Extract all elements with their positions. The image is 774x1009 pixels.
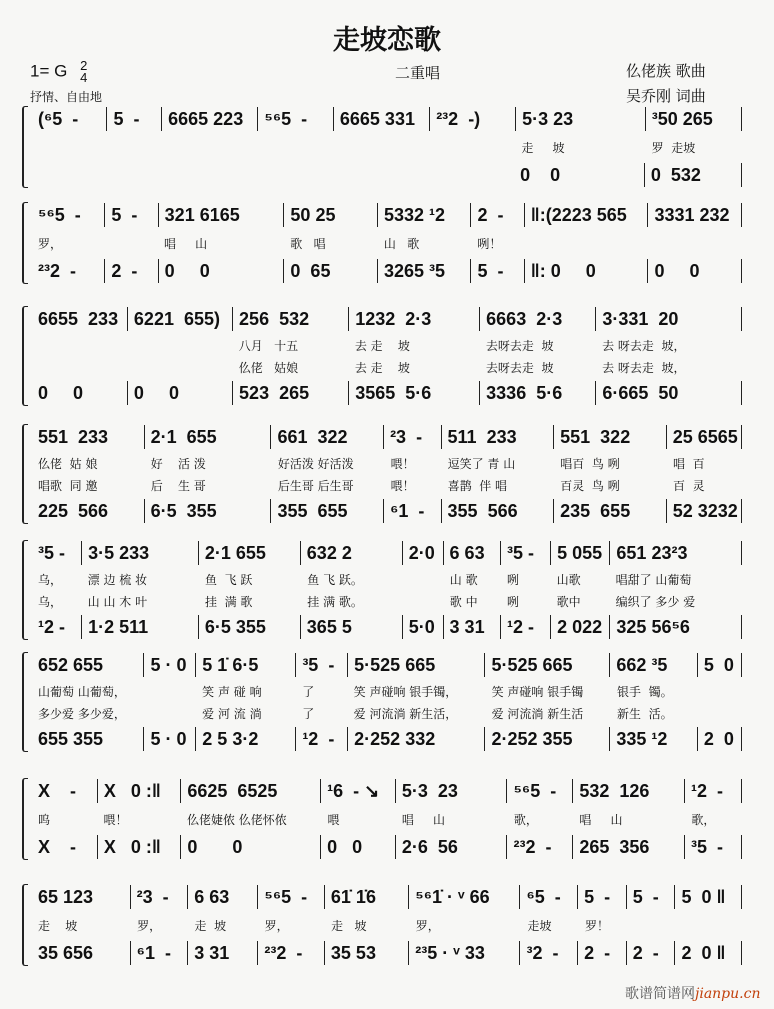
- measure: 632 2: [301, 541, 403, 565]
- watermark-url: jianpu.cn: [695, 986, 761, 1002]
- measure: ¹2 -: [685, 779, 742, 803]
- watermark: [625, 983, 760, 1003]
- measure: 6665 331: [334, 107, 430, 131]
- measure: ‖:(2223 565: [525, 203, 649, 227]
- score-system: [22, 650, 742, 754]
- score-system: [22, 200, 742, 286]
- lyric-segment: 唱 山: [579, 812, 623, 827]
- measure: 6665 223: [162, 107, 258, 131]
- voice-2-row: [32, 938, 742, 968]
- lyrics-row: [32, 230, 742, 256]
- lyric-segment: 山 歌: [449, 572, 478, 587]
- lyric-segment: 喂！: [390, 478, 415, 493]
- voice-1-row: [32, 776, 742, 806]
- measure: 355 566: [442, 499, 555, 523]
- lyric-segment: 唱百 鸟 咧: [560, 456, 620, 471]
- measure: 5·525 665: [485, 653, 610, 677]
- measure: 35 656: [32, 941, 131, 965]
- subtitle: 二重唱: [395, 64, 441, 82]
- measure: 0 0: [648, 259, 742, 283]
- lyric-segment: 咧！: [477, 236, 502, 251]
- voice-1-row: [32, 650, 742, 680]
- lyric-segment: 仫佬 姑娘: [238, 360, 299, 375]
- measure: 52 3232: [667, 499, 742, 523]
- measure: 6·665 50: [596, 381, 742, 405]
- lyrics-row: [32, 452, 742, 474]
- measure: 5·3 23: [396, 779, 508, 803]
- lyric-segment: 罗，: [415, 918, 440, 933]
- lyrics-row: [32, 134, 742, 160]
- lyric-segment: 多少爱 多少爱，: [38, 706, 126, 721]
- key-label: 1= G: [30, 61, 68, 81]
- voice-2-row: [32, 612, 742, 642]
- measure: 2 0: [698, 727, 742, 751]
- lyrics-row: [32, 474, 742, 496]
- measure: 551 233: [32, 425, 145, 449]
- lyric-segment: 歌 中: [449, 594, 478, 609]
- lyric-segment: 爱 河流淌 新生活: [491, 706, 584, 721]
- measure: 0 0: [321, 835, 396, 859]
- measure: 6·5 355: [199, 615, 301, 639]
- lyrics-row: [32, 568, 742, 590]
- lyric-segment: 咧: [506, 572, 519, 587]
- measure: 5·0: [403, 615, 444, 639]
- measure: ⁶1 -: [384, 499, 441, 523]
- lyric-segment: 好 活 泼: [150, 456, 206, 471]
- measure: 2·6 56: [396, 835, 508, 859]
- measure: 3 31: [444, 615, 501, 639]
- score-system: [22, 538, 742, 642]
- score-system: [22, 304, 742, 408]
- measure: 65 123: [32, 885, 131, 909]
- voice-1-row: [32, 304, 742, 334]
- measure: 5 -: [578, 885, 627, 909]
- lyric-segment: 挂 满 歌。: [307, 594, 363, 609]
- measure: 523 265: [233, 381, 349, 405]
- measure: 0 0: [181, 835, 321, 859]
- lyric-segment: 歌，: [691, 812, 716, 827]
- measure: 5 0: [698, 653, 742, 677]
- measure: ⁵⁶5 -: [258, 885, 325, 909]
- system-brace: [22, 884, 28, 966]
- lyric-segment: 罗 走坡: [651, 140, 696, 155]
- measure: ³5 -: [501, 541, 551, 565]
- measure: ‖: 0 0: [525, 259, 649, 283]
- lyric-segment: 走 坡: [38, 918, 78, 933]
- lyric-segment: 笑 声 碰 响: [202, 684, 262, 699]
- measure: 2 -: [471, 203, 524, 227]
- measure: 0 532: [645, 163, 742, 187]
- lyric-segment: 仫佬 姑 娘: [38, 456, 98, 471]
- lyric-segment: 去 呀去走 坡，: [602, 360, 686, 375]
- measure: 1·2 511: [82, 615, 199, 639]
- measure: 5 -: [105, 203, 158, 227]
- measure: 6655 233: [32, 307, 128, 331]
- lyric-segment: 了: [302, 684, 315, 699]
- measure: 325 56⁵6: [610, 615, 742, 639]
- measure: 335 ¹2: [610, 727, 698, 751]
- measure: 235 655: [554, 499, 667, 523]
- measure: ²³5 · ᵛ 33: [409, 941, 520, 965]
- measure: 35 53: [325, 941, 409, 965]
- lyric-segment: 咧: [506, 594, 519, 609]
- system-brace: [22, 652, 28, 752]
- lyric-segment: 唱歌 同 邀: [38, 478, 98, 493]
- time-signature-bottom: 4: [80, 70, 88, 85]
- measure: (⁶5 -: [32, 107, 107, 131]
- measure: 2·1 655: [199, 541, 301, 565]
- measure: 5·3 23: [516, 107, 646, 131]
- lyric-segment: 笑 声碰响 银手镯，: [353, 684, 458, 699]
- lyric-segment: 八月 十五: [238, 338, 299, 353]
- lyric-segment: 好活泼 好活泼: [277, 456, 354, 471]
- lyric-segment: 乌，: [38, 572, 63, 587]
- lyric-segment: 走 坡: [521, 140, 565, 155]
- measure: X 0 :‖: [98, 835, 181, 859]
- lyric-segment: 爱 河流淌 新生活，: [353, 706, 458, 721]
- score-system: [22, 104, 742, 190]
- system-brace: [22, 106, 28, 188]
- measure: 5 -: [471, 259, 524, 283]
- lyric-segment: 了: [302, 706, 315, 721]
- lyrics-row: [32, 806, 742, 832]
- measure: 25 6565: [667, 425, 742, 449]
- measure: 0 0: [32, 381, 128, 405]
- watermark-site: 歌谱简谱网: [625, 986, 695, 1002]
- voice-2-row: [32, 378, 742, 408]
- measure: ¹2 -: [32, 615, 82, 639]
- measure: 2·252 332: [348, 727, 485, 751]
- measure: ²³2 -: [507, 835, 573, 859]
- lyric-segment: 编织了 多少 爱: [615, 594, 696, 609]
- measure: ³5 -: [296, 653, 348, 677]
- lyric-segment: 去 走 坡: [354, 338, 410, 353]
- measure: 5 -: [627, 885, 676, 909]
- lyric-segment: 唱甜了 山葡萄: [615, 572, 692, 587]
- measure: 2 0 ‖: [675, 941, 742, 965]
- lyric-segment: 喂: [327, 812, 340, 827]
- measure: 651 23²3: [610, 541, 742, 565]
- measure: 2 -: [105, 259, 158, 283]
- voice-1-row: [32, 882, 742, 912]
- measure: 225 566: [32, 499, 145, 523]
- measure: 1232 2·3: [349, 307, 480, 331]
- measure: 50 25: [284, 203, 378, 227]
- measure: 3265 ³5: [378, 259, 472, 283]
- lyric-segment: 银手 镯。: [616, 684, 673, 699]
- score-system: [22, 776, 742, 862]
- key-signature: [30, 60, 87, 84]
- score-system: [22, 882, 742, 968]
- measure: X 0 :‖: [98, 779, 181, 803]
- lyric-segment: 山 歌: [383, 236, 420, 251]
- measure: X -: [32, 835, 98, 859]
- measure: ⁵⁶5 -: [32, 203, 105, 227]
- measure: 6221 655): [128, 307, 233, 331]
- measure: 6663 2·3: [480, 307, 596, 331]
- lyric-segment: 罗，: [137, 918, 162, 933]
- lyric-segment: 鱼 飞 跃。: [307, 572, 363, 587]
- lyric-segment: 歌 唱: [290, 236, 326, 251]
- lyric-segment: 唱 山: [164, 236, 208, 251]
- measure: ⁶5 -: [520, 885, 578, 909]
- measure: 5 -: [107, 107, 162, 131]
- lyric-segment: 挂 满 歌: [204, 594, 253, 609]
- song-title: 走坡恋歌: [333, 25, 441, 56]
- score-system: [22, 422, 742, 526]
- measure: 2 022: [551, 615, 610, 639]
- measure: 661 322: [271, 425, 384, 449]
- measure: ²³2 -: [258, 941, 325, 965]
- system-brace: [22, 778, 28, 860]
- lyrics-row: [32, 356, 742, 378]
- measure: 321 6165: [159, 203, 285, 227]
- system-brace: [22, 424, 28, 524]
- measure: 5332 ¹2: [378, 203, 472, 227]
- lyrics-row: [32, 702, 742, 724]
- lyric-segment: 仫佬婕侬 仫佬怀侬: [186, 812, 287, 827]
- lyric-segment: 走 坡: [194, 918, 227, 933]
- lyric-segment: 百 灵: [673, 478, 705, 493]
- lyric-segment: 喜鹊 伴 唱: [447, 478, 508, 493]
- measure: 5 055: [551, 541, 610, 565]
- measure: 2 -: [578, 941, 627, 965]
- lyrics-row: [32, 334, 742, 356]
- measure: 5 0 ‖: [675, 885, 742, 909]
- measure: ³5 -: [32, 541, 82, 565]
- voice-1-row: [32, 200, 742, 230]
- lyric-segment: 乌，: [38, 594, 63, 609]
- voice-2-row: [32, 496, 742, 526]
- measure: 662 ³5: [610, 653, 698, 677]
- measure: 0 0: [514, 163, 645, 187]
- lyric-segment: 歌中: [556, 594, 581, 609]
- lyric-segment: 唱 山: [401, 812, 445, 827]
- lyric-segment: 去呀去走 坡: [485, 338, 554, 353]
- credit-genre: 仫佬族 歌曲: [626, 62, 706, 80]
- measure: 652 655: [32, 653, 144, 677]
- measure: ¹2 -: [296, 727, 348, 751]
- measure: 551 322: [554, 425, 667, 449]
- measure: X -: [32, 779, 98, 803]
- measure: ²3 -: [131, 885, 189, 909]
- measure: 2·1 655: [145, 425, 272, 449]
- lyric-segment: 去呀去走 坡: [485, 360, 554, 375]
- lyric-segment: 呜: [38, 812, 51, 827]
- measure: 3·5 233: [82, 541, 199, 565]
- lyric-segment: 笑 声碰响 银手镯: [491, 684, 584, 699]
- measure: ⁶1 -: [131, 941, 189, 965]
- measure: 3·331 20: [596, 307, 742, 331]
- voice-2-row: [32, 724, 742, 754]
- voice-1-row: [32, 422, 742, 452]
- lyric-segment: 走 坡: [331, 918, 367, 933]
- measure: 5 · 0: [144, 727, 196, 751]
- measure: 6·5 355: [145, 499, 272, 523]
- measure: 5·525 665: [348, 653, 485, 677]
- measure: ²3 -: [384, 425, 441, 449]
- time-signature: [80, 60, 87, 84]
- measure: 5 1̇ 6·5: [196, 653, 296, 677]
- lyric-segment: 去 走 坡: [354, 360, 410, 375]
- measure: 6 63: [188, 885, 258, 909]
- measure: 532 126: [573, 779, 685, 803]
- measure: ²³2 -: [32, 259, 105, 283]
- voice-2-row: [32, 832, 742, 862]
- lyric-segment: 逗笑了 青 山: [447, 456, 516, 471]
- measure: 2·252 355: [485, 727, 610, 751]
- measure: 511 233: [442, 425, 555, 449]
- measure: 6625 6525: [181, 779, 321, 803]
- measure: 3565 5·6: [349, 381, 480, 405]
- tempo-marking: 抒情、自由地: [30, 90, 103, 104]
- measure: ¹2 -: [501, 615, 551, 639]
- measure: 265 356: [573, 835, 685, 859]
- lyric-segment: 喂！: [103, 812, 128, 827]
- voice-2-row: [32, 256, 742, 286]
- measure: ⁵⁶5 -: [507, 779, 573, 803]
- lyrics-row: [32, 590, 742, 612]
- lyric-segment: 罗，: [38, 236, 63, 251]
- system-brace: [22, 306, 28, 406]
- measure: ²³2 -): [430, 107, 516, 131]
- measure: 256 532: [233, 307, 349, 331]
- measure: 365 5: [301, 615, 403, 639]
- voice-1-row: [32, 538, 742, 568]
- lyrics-row: [32, 912, 742, 938]
- measure: 655 355: [32, 727, 144, 751]
- measure: ⁵⁶1̇ · ᵛ 66: [409, 885, 520, 909]
- measure: ³2 -: [520, 941, 578, 965]
- measure: 3 31: [188, 941, 258, 965]
- lyric-segment: 山 山 木 叶: [87, 594, 148, 609]
- credit-composer: 吴乔刚 词曲: [626, 87, 706, 105]
- measure: ³50 265: [646, 107, 742, 131]
- lyric-segment: 唱 百: [673, 456, 705, 471]
- measure: 3336 5·6: [480, 381, 596, 405]
- measure: 3331 232: [648, 203, 742, 227]
- measure: ¹6 - ↘: [321, 779, 396, 803]
- measure: 0 65: [284, 259, 378, 283]
- voice-2-row: [32, 160, 742, 190]
- measure: 0 0: [128, 381, 233, 405]
- lyric-segment: 后生哥 后生哥: [277, 478, 354, 493]
- voice-1-row: [32, 104, 742, 134]
- lyric-segment: 走坡: [527, 918, 552, 933]
- time-signature-top: 2: [80, 58, 88, 73]
- lyric-segment: 罗！: [584, 918, 609, 933]
- measure: ⁵⁶5 -: [258, 107, 333, 131]
- lyric-segment: 罗，: [264, 918, 289, 933]
- lyric-segment: 新生 活。: [616, 706, 673, 721]
- lyric-segment: 山葡萄 山葡萄，: [38, 684, 126, 699]
- measure: 2 -: [627, 941, 676, 965]
- lyric-segment: 百灵 鸟 咧: [560, 478, 620, 493]
- measure: 2·0: [403, 541, 444, 565]
- measure: ³5 -: [685, 835, 742, 859]
- measure: 6 63: [444, 541, 501, 565]
- lyric-segment: 鱼 飞 跃: [204, 572, 253, 587]
- system-brace: [22, 540, 28, 640]
- measure: 355 655: [271, 499, 384, 523]
- lyric-segment: 歌，: [513, 812, 538, 827]
- lyric-segment: 山歌: [556, 572, 581, 587]
- system-brace: [22, 202, 28, 284]
- measure: 5 · 0: [144, 653, 196, 677]
- measure: 0 0: [159, 259, 285, 283]
- lyric-segment: 后 生 哥: [150, 478, 206, 493]
- lyrics-row: [32, 680, 742, 702]
- lyric-segment: 爱 河 流 淌: [202, 706, 262, 721]
- measure: 2 5 3·2: [196, 727, 296, 751]
- lyric-segment: 去 呀去走 坡，: [602, 338, 686, 353]
- lyric-segment: 漂 边 梳 妆: [87, 572, 148, 587]
- lyric-segment: 喂！: [390, 456, 415, 471]
- measure: 61̇ 1̇6: [325, 885, 409, 909]
